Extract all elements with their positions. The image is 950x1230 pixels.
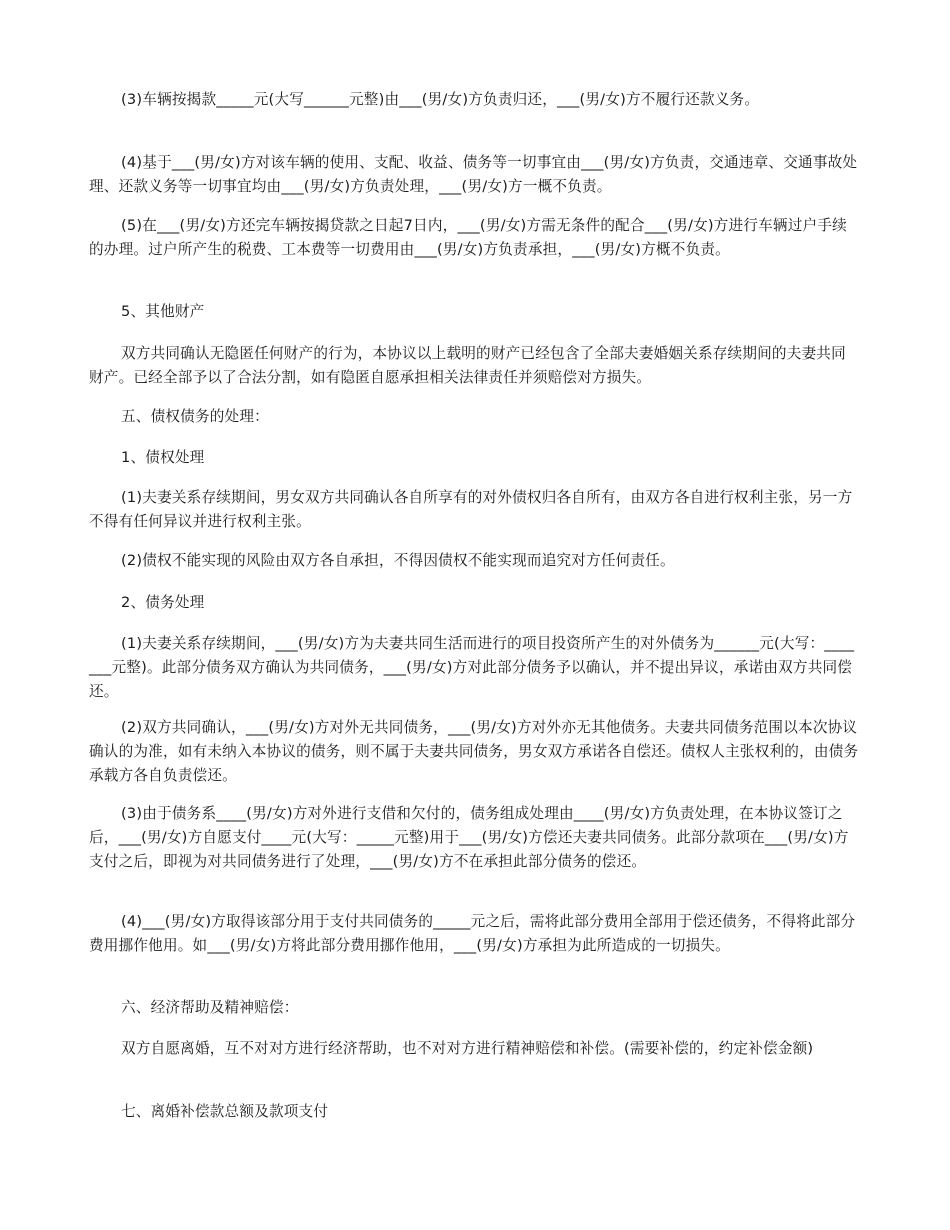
heading-other-property: 5、其他财产 bbox=[121, 303, 205, 320]
heading-debt-handling: 五、债权债务的处理： bbox=[121, 408, 269, 425]
paragraph-debts-3: (3)由于债务系____(男/女)方对外进行支借和欠付的，债务组成处理由____(男/女)方负责处理，在本协议签订之后，___(男/女)方自愿支付____元(大写：_____元整)用于___(男/女)方偿还夫妻共同债务。此部分款项在___(男/女)方支付之后，即视为对共同债务进行了处理，___(男/女)方不在承担此部分债务的偿还。 bbox=[89, 805, 849, 870]
paragraph-car-transfer: (5)在___(男/女)方还完车辆按揭贷款之日起7日内，___(男/女)方需无条件的配合___(男/女)方进行车辆过户手续的办理。过户所产生的税费、工本费等一切费用由___(男/女)方负责承担，___(男/女)方概不负责。 bbox=[89, 217, 847, 258]
paragraph-economic-help: 双方自愿离婚，互不对对方进行经济帮助，也不对对方进行精神赔偿和补偿。(需要补偿的，约定补偿金额) bbox=[121, 1040, 814, 1057]
heading-claims: 1、债权处理 bbox=[121, 449, 205, 466]
paragraph-claims-2: (2)债权不能实现的风险由双方各自承担，不得因债权不能实现而追究对方任何责任。 bbox=[121, 552, 675, 569]
heading-debts: 2、债务处理 bbox=[121, 594, 205, 611]
paragraph-claims-1: (1)夫妻关系存续期间，男女双方共同确认各自所享有的对外债权归各自所有，由双方各自进行权利主张，另一方不得有任何异议并进行权利主张。 bbox=[89, 489, 853, 530]
paragraph-debts-1: (1)夫妻关系存续期间，___(男/女)方为夫妻共同生活而进行的项目投资所产生的对外债务为______元(大写：_______元整)。此部分债务双方确认为共同债务，___(男/女)方对此部分债务予以确认，并不提出异议，承诺由双方共同偿还。 bbox=[89, 635, 855, 700]
paragraph-debts-4: (4)___(男/女)方取得该部分用于支付共同债务的_____元之后，需将此部分费用全部用于偿还债务，不得将此部分费用挪作他用。如___(男/女)方将此部分费用挪作他用，___(男/女)方承担为此所造成的一切损失。 bbox=[89, 913, 856, 954]
paragraph-property-confirmation: 双方共同确认无隐匿任何财产的行为，本协议以上载明的财产已经包含了全部夫妻婚姻关系存续期间的夫妻共同财产。已经全部予以了合法分割，如有隐匿自愿承担相关法律责任并须赔偿对方损失。 bbox=[89, 345, 846, 386]
paragraph-debts-2: (2)双方共同确认，___(男/女)方对外无共同债务，___(男/女)方对外亦无其他债务。夫妻共同债务范围以本次协议确认的为准，如有未纳入本协议的债务，则不属于夫妻共同债务，男女双方承诺各自偿还。债权人主张权利的，由债务承载方各自负责偿还。 bbox=[89, 719, 859, 784]
heading-compensation: 七、离婚补偿款总额及款项支付 bbox=[121, 1103, 329, 1120]
paragraph-car-usage-responsibility: (4)基于___(男/女)方对该车辆的使用、支配、收益、债务等一切事宜由___(男/女)方负责，交通违章、交通事故处理、还款义务等一切事宜均由___(男/女)方负责处理，___(男/女)方一概不负责。 bbox=[89, 154, 858, 195]
paragraph-car-loan-repayment: (3)车辆按揭款_____元(大写______元整)由___(男/女)方负责归还，___(男/女)方不履行还款义务。 bbox=[121, 91, 760, 108]
heading-economic-help: 六、经济帮助及精神赔偿： bbox=[121, 999, 299, 1016]
